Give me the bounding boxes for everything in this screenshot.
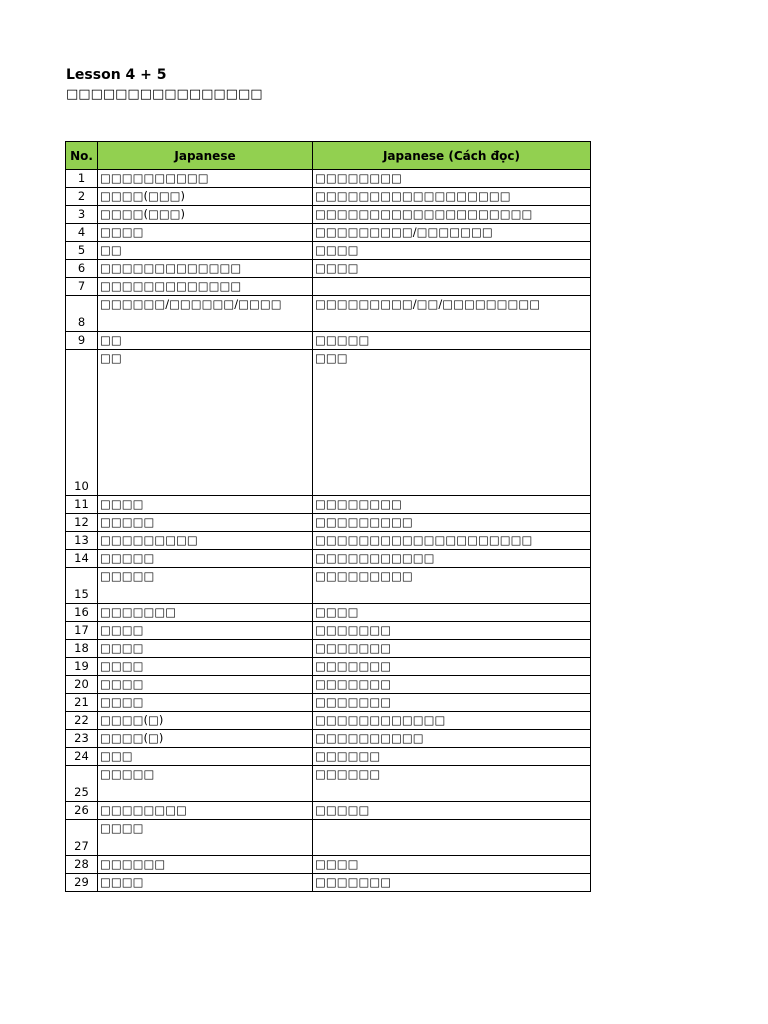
reading-cell: □□□□□□□□ [313,170,591,188]
table-row [66,748,591,766]
row-number: 10 [66,350,98,496]
reading-cell: □□□□□□□□□□ [313,730,591,748]
reading-cell: □□□□□□□□□□□□ [313,712,591,730]
row-number: 3 [66,206,98,224]
reading-cell: □□□□□□□ [313,658,591,676]
row-number: 17 [66,622,98,640]
row-number: 15 [66,568,98,604]
table-row [66,188,591,206]
row-number: 1 [66,170,98,188]
japanese-cell: □□□□□□□□ [98,802,313,820]
table-row [66,874,591,892]
row-number: 13 [66,532,98,550]
japanese-cell: □□□□□□/□□□□□□/□□□□ [98,296,313,332]
reading-cell: □□□□□□ [313,748,591,766]
reading-cell: □□□□□□□ [313,622,591,640]
row-number: 28 [66,856,98,874]
table-row [66,242,591,260]
japanese-cell: □□□□□□□□□ [98,532,313,550]
row-number: 14 [66,550,98,568]
row-number: 12 [66,514,98,532]
table-row [66,766,591,802]
row-number: 26 [66,802,98,820]
reading-cell: □□□□ [313,260,591,278]
table-row [66,604,591,622]
japanese-cell: □□□□ [98,820,313,856]
japanese-cell: □□ [98,242,313,260]
table-row [66,224,591,242]
japanese-cell: □□□□ [98,676,313,694]
japanese-cell: □□ [98,350,313,496]
table-row [66,676,591,694]
row-number: 16 [66,604,98,622]
reading-cell: □□□□□□□□□□□□□□□□□□□□ [313,532,591,550]
reading-cell: □□□□□□□□□ [313,514,591,532]
japanese-cell: □□□□ [98,658,313,676]
reading-cell: □□□□□□□□□ [313,568,591,604]
document-subtitle: □□□□□□□□□□□□□□□□ [66,87,263,102]
japanese-cell: □□□□ [98,224,313,242]
reading-cell: □□□□□ [313,332,591,350]
table-row [66,640,591,658]
vocabulary-table [65,141,591,892]
row-number: 20 [66,676,98,694]
table-row [66,170,591,188]
table-row [66,712,591,730]
reading-cell: □□□□ [313,856,591,874]
reading-cell: □□□□□□□□□□□ [313,550,591,568]
reading-cell: □□□□□ [313,802,591,820]
japanese-cell: □□ [98,332,313,350]
table-row [66,532,591,550]
japanese-cell: □□□□□□□□□□ [98,170,313,188]
reading-cell: □□□□□□□□□□□□□□□□□□ [313,188,591,206]
japanese-cell: □□□□ [98,874,313,892]
table-row [66,856,591,874]
japanese-cell: □□□ [98,748,313,766]
row-number: 6 [66,260,98,278]
table-row [66,496,591,514]
table-header-row [66,142,591,170]
header-japanese: Japanese [98,142,313,170]
japanese-cell: □□□□(□) [98,730,313,748]
reading-cell: □□□□□□□ [313,640,591,658]
reading-cell: □□□□□□□□□/□□/□□□□□□□□□ [313,296,591,332]
row-number: 9 [66,332,98,350]
reading-cell: □□□□□□□□ [313,496,591,514]
row-number: 5 [66,242,98,260]
japanese-cell: □□□□□□□□□□□□□ [98,278,313,296]
row-number: 23 [66,730,98,748]
japanese-cell: □□□□ [98,496,313,514]
row-number: 18 [66,640,98,658]
row-number: 19 [66,658,98,676]
table-row [66,296,591,332]
row-number: 2 [66,188,98,206]
japanese-cell: □□□□(□□□) [98,188,313,206]
japanese-cell: □□□□ [98,622,313,640]
japanese-cell: □□□□(□□□) [98,206,313,224]
row-number: 25 [66,766,98,802]
reading-cell: □□□□□□□ [313,676,591,694]
reading-cell: □□□□□□□ [313,874,591,892]
table-row [66,206,591,224]
row-number: 27 [66,820,98,856]
table-row [66,278,591,296]
row-number: 11 [66,496,98,514]
japanese-cell: □□□□ [98,694,313,712]
row-number: 7 [66,278,98,296]
reading-cell: □□□□ [313,242,591,260]
table-row [66,802,591,820]
table-row [66,260,591,278]
reading-cell [313,278,591,296]
reading-cell: □□□□□□□ [313,694,591,712]
table-row [66,568,591,604]
table-row [66,820,591,856]
row-number: 4 [66,224,98,242]
row-number: 8 [66,296,98,332]
reading-cell: □□□□□□ [313,766,591,802]
header-reading: Japanese (Cách đọc) [313,142,591,170]
table-row [66,550,591,568]
reading-cell: □□□□□□□□□/□□□□□□□ [313,224,591,242]
japanese-cell: □□□□□□□□□□□□□ [98,260,313,278]
document-title: Lesson 4 + 5 [66,67,167,83]
row-number: 24 [66,748,98,766]
row-number: 21 [66,694,98,712]
japanese-cell: □□□□□ [98,568,313,604]
row-number: 29 [66,874,98,892]
japanese-cell: □□□□□□□ [98,604,313,622]
table-row [66,694,591,712]
reading-cell: □□□ [313,350,591,496]
japanese-cell: □□□□□□ [98,856,313,874]
japanese-cell: □□□□□ [98,514,313,532]
row-number: 22 [66,712,98,730]
table-row [66,730,591,748]
table-row [66,622,591,640]
reading-cell: □□□□ [313,604,591,622]
table-row [66,514,591,532]
table-row [66,350,591,496]
reading-cell: □□□□□□□□□□□□□□□□□□□□ [313,206,591,224]
japanese-cell: □□□□□ [98,550,313,568]
japanese-cell: □□□□□ [98,766,313,802]
table-row [66,658,591,676]
reading-cell [313,820,591,856]
header-no: No. [66,142,98,170]
japanese-cell: □□□□(□) [98,712,313,730]
japanese-cell: □□□□ [98,640,313,658]
table-row [66,332,591,350]
